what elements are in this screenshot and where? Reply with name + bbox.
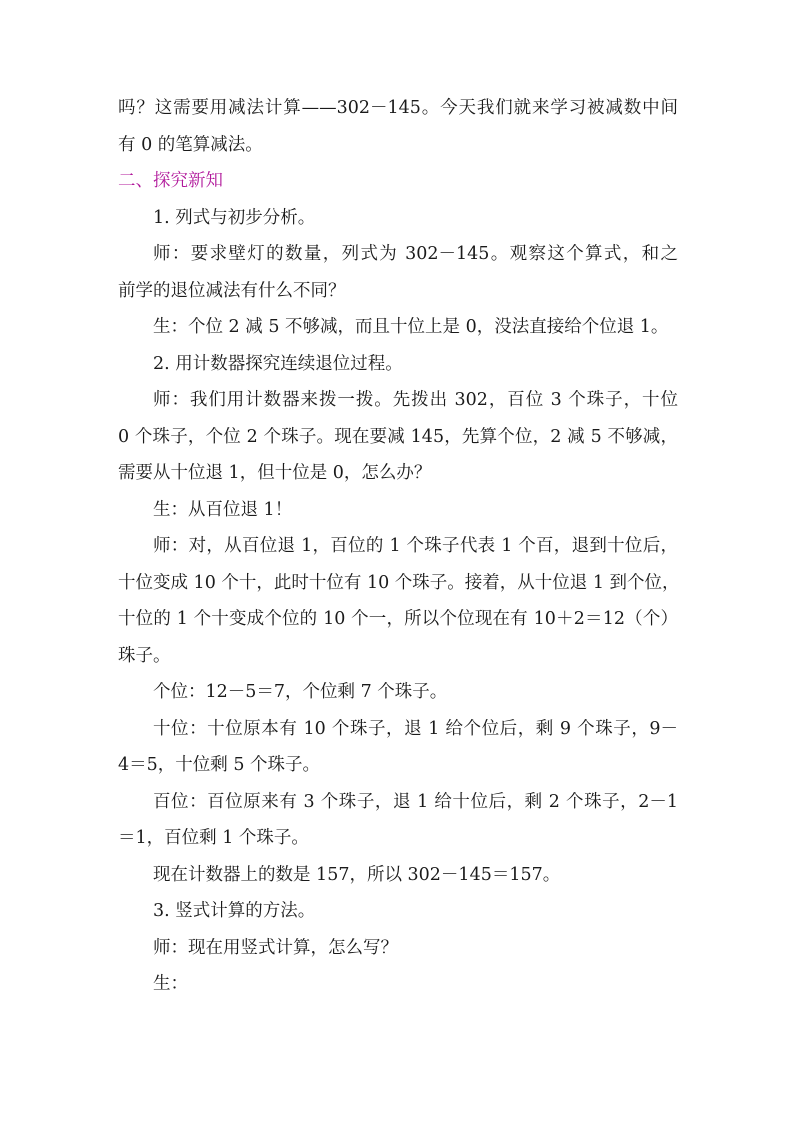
paragraph-line: 师：我们用计数器来拨一拨。先拨出 302，百位 3 个珠子，十位	[153, 390, 678, 410]
subsection-title: 2. 用计数器探究连续退位过程。	[153, 353, 403, 374]
paragraph-line: 生：个位 2 减 5 不够减，而且十位上是 0，没法直接给个位退 1。	[153, 317, 669, 337]
document-body	[118, 90, 678, 1003]
paragraph-line: 珠子。	[118, 645, 171, 666]
subsection-title: 1. 列式与初步分析。	[153, 207, 316, 228]
paragraph-line: ＝1，百位剩 1 个珠子。	[118, 828, 309, 848]
paragraph-line: 十位的 1 个十变成个位的 10 个一，所以个位现在有 10＋2＝12（个）	[118, 609, 678, 629]
paragraph-line: 前学的退位减法有什么不同？	[118, 280, 346, 301]
paragraph-line: 师：现在用竖式计算，怎么写？	[153, 937, 398, 958]
paragraph-line: 个位：12－5＝7，个位剩 7 个珠子。	[153, 682, 448, 702]
section-heading: 二、探究新知	[118, 171, 223, 191]
paragraph-line: 师：要求壁灯的数量，列式为 302－145。观察这个算式，和之	[153, 244, 678, 264]
subsection-title: 3. 竖式计算的方法。	[153, 901, 316, 921]
paragraph-line: 4＝5，十位剩 5 个珠子。	[118, 755, 321, 775]
paragraph-line: 十位：十位原本有 10 个珠子，退 1 给个位后，剩 9 个珠子，9－	[153, 718, 678, 739]
paragraph-line: 生：从百位退 1！	[153, 499, 293, 520]
paragraph-line: 现在计数器上的数是 157，所以 302－145＝157。	[153, 864, 561, 885]
paragraph-line: 有 0 的笔算减法。	[118, 134, 263, 155]
paragraph-line: 师：对，从百位退 1，百位的 1 个珠子代表 1 个百，退到十位后，	[153, 536, 678, 556]
paragraph-line: 吗？这需要用减法计算——302－145。今天我们就来学习被减数中间	[118, 98, 678, 118]
paragraph-line: 需要从十位退 1，但十位是 0，怎么办？	[118, 463, 432, 483]
paragraph-line: 0 个珠子，个位 2 个珠子。现在要减 145，先算个位，2 减 5 不够减，	[118, 426, 678, 447]
paragraph-line: 百位：百位原来有 3 个珠子，退 1 给十位后，剩 2 个珠子，2－1	[153, 791, 678, 812]
paragraph-line: 十位变成 10 个十，此时十位有 10 个珠子。接着，从十位退 1 到个位，	[118, 572, 680, 593]
paragraph-line: 生：	[153, 974, 188, 994]
